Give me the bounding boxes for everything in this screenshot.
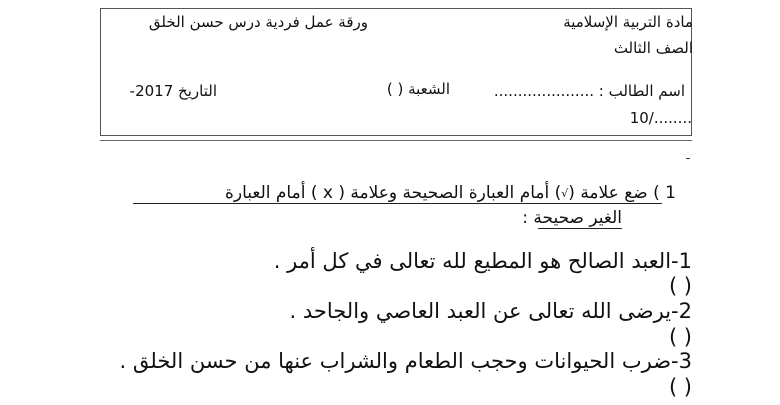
- answer-paren-2[interactable]: ( ): [668, 325, 692, 349]
- statement-1: 1-العبد الصالح هو المطيع لله تعالى في كل أمر .: [273, 249, 692, 273]
- question-underline-2: [538, 228, 622, 229]
- answer-paren-1[interactable]: ( ): [668, 274, 692, 298]
- statement-3: 3-ضرب الحيوانات وحجب الطعام والشراب عنها من حسن الخلق .: [119, 349, 692, 373]
- check-mark-icon: √: [561, 186, 569, 200]
- question-instruction-b: ) أمام العبارة الصحيحة وعلامة ( x ) أمام العبارة: [224, 183, 562, 203]
- date-field: التاريخ 2017-: [129, 82, 217, 100]
- section-field: الشعبة ( ): [386, 80, 450, 98]
- question-line-2: الغير صحيحة :: [522, 208, 622, 228]
- question-instruction-a: ضع علامة (: [568, 183, 648, 203]
- date-continuation: 10/........: [629, 109, 692, 127]
- answer-paren-3[interactable]: ( ): [668, 375, 692, 399]
- worksheet-title: ورقة عمل فردية درس حسن الخلق: [148, 13, 368, 31]
- divider-dash: [686, 158, 690, 159]
- question-number: 1 ): [653, 183, 676, 203]
- question-line-1: [225, 185, 676, 202]
- student-name-field: اسم الطالب : .....................: [493, 82, 685, 100]
- question-underline: [133, 203, 662, 204]
- subject-label: مادة التربية الإسلامية: [563, 13, 693, 31]
- header-underline: [100, 140, 692, 141]
- grade-label: الصف الثالث: [613, 39, 693, 57]
- statement-2: 2-يرضى الله تعالى عن العبد العاصي والجاحد .: [289, 299, 692, 323]
